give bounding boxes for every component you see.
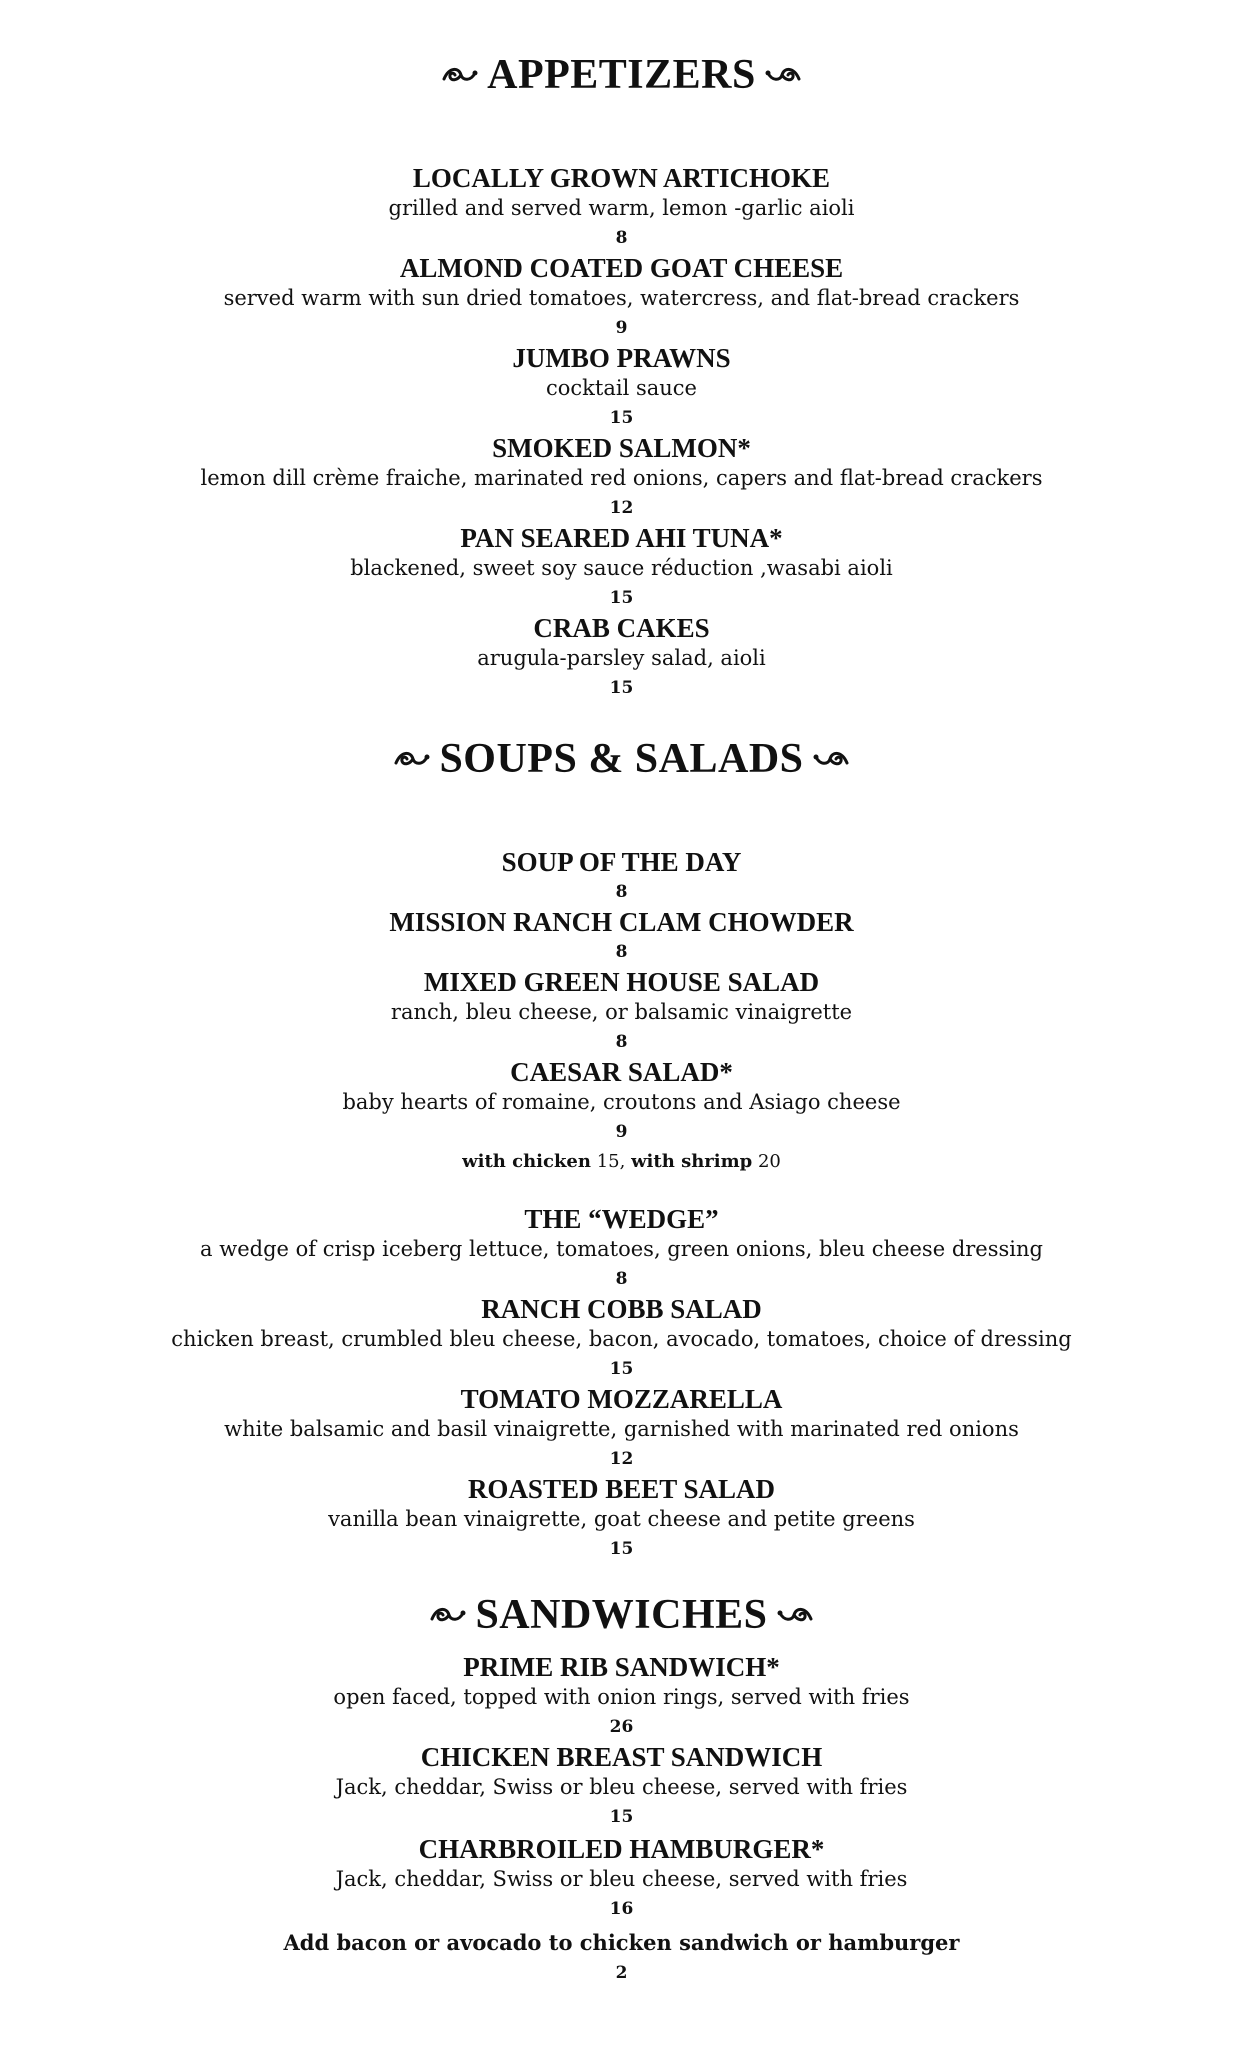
item-price: 8 [615,228,628,248]
menu-item [0,847,1243,907]
menu-item [0,1384,1243,1474]
item-description: a wedge of crisp iceberg lettuce, tomatoes, green onions, bleu cheese dressing [200,1237,1043,1261]
item-price: 15 [609,1807,634,1827]
fleuron-left-icon [429,1603,467,1627]
item-name: JUMBO PRAWNS [512,343,731,373]
menu-item [0,433,1243,523]
item-name: SMOKED SALMON* [492,433,751,463]
soups-salads-heading [0,732,1243,783]
item-description: Jack, cheddar, Swiss or bleu cheese, served with fries [335,1775,908,1799]
item-description: vanilla bean vinaigrette, goat cheese and petite greens [328,1507,915,1531]
item-description: chicken breast, crumbled bleu cheese, bacon, avocado, tomatoes, choice of dressing [171,1327,1072,1351]
item-name: TOMATO MOZZARELLA [460,1384,783,1414]
menu-item [0,1652,1243,1742]
add-on-note: Add bacon or avocado to chicken sandwich or hamburger [283,1930,960,1955]
add-on-price: 15 [596,1151,620,1172]
item-description: arugula-parsley salad, aioli [477,646,766,670]
item-description: blackened, sweet soy sauce réduction ,wasabi aioli [350,556,893,580]
item-description: Jack, cheddar, Swiss or bleu cheese, served with fries [335,1867,908,1891]
fleuron-right-icon [776,1603,814,1627]
item-name: RANCH COBB SALAD [481,1294,762,1324]
add-on-label: with chicken [462,1151,591,1172]
item-price: 16 [609,1899,634,1919]
item-name: CRAB CAKES [533,613,710,643]
item-price: 15 [609,1359,634,1379]
sandwiches-heading [0,1588,1243,1639]
item-price: 8 [615,1269,628,1289]
item-description: baby hearts of romaine, croutons and Asiago cheese [342,1090,901,1114]
item-name: ROASTED BEET SALAD [467,1474,776,1504]
menu-item [0,253,1243,343]
item-description: ranch, bleu cheese, or balsamic vinaigrette [390,1000,853,1024]
menu-item [0,1057,1243,1177]
add-on-price: 20 [757,1151,781,1172]
item-name: PRIME RIB SANDWICH* [463,1652,780,1682]
menu-item [0,163,1243,253]
fleuron-left-icon [441,63,479,87]
item-name: CAESAR SALAD* [510,1057,733,1087]
menu-item [0,1294,1243,1384]
item-description: white balsamic and basil vinaigrette, garnished with marinated red onions [224,1417,1019,1441]
add-on-label: with shrimp [631,1151,753,1172]
add-on-note-price: 2 [615,1963,628,1983]
item-name: MISSION RANCH CLAM CHOWDER [389,907,854,937]
menu-item [0,343,1243,433]
item-name: SOUP OF THE DAY [501,847,742,877]
item-price: 12 [609,498,634,518]
appetizers-heading [0,48,1243,99]
item-price: 8 [615,1032,628,1052]
menu-item [0,907,1243,967]
item-description: lemon dill crème fraiche, marinated red onions, capers and flat-bread crackers [200,466,1043,490]
menu-item [0,1742,1243,1832]
fleuron-right-icon [764,63,802,87]
item-price: 8 [615,882,628,902]
item-description: grilled and served warm, lemon -garlic aioli [388,196,855,220]
item-price: 8 [615,942,628,962]
item-name: CHICKEN BREAST SANDWICH [420,1742,823,1772]
item-name: LOCALLY GROWN ARTICHOKE [412,163,831,193]
add-on-separator: , [619,1151,632,1172]
item-name: THE “WEDGE” [524,1204,719,1234]
item-name: ALMOND COATED GOAT CHEESE [399,253,844,283]
menu-item [0,1834,1243,1924]
item-name: MIXED GREEN HOUSE SALAD [423,967,820,997]
soups-salads-title: SOUPS & SALADS [439,736,804,783]
item-description: open faced, topped with onion rings, served with fries [333,1685,910,1709]
item-price: 12 [609,1449,634,1469]
menu-item [0,523,1243,613]
item-price: 9 [615,1122,628,1142]
fleuron-right-icon [812,747,850,771]
fleuron-left-icon [393,747,431,771]
menu-item [0,1474,1243,1564]
item-description: cocktail sauce [546,376,697,400]
menu-item [0,613,1243,703]
item-price: 9 [615,318,628,338]
item-name: PAN SEARED AHI TUNA* [460,523,783,553]
menu-item [0,967,1243,1057]
sandwiches-title: SANDWICHES [475,1592,768,1639]
menu-item [0,1204,1243,1294]
item-name: CHARBROILED HAMBURGER* [418,1834,825,1864]
item-price: 26 [609,1717,634,1737]
item-description: served warm with sun dried tomatoes, watercress, and flat-bread crackers [223,286,1020,310]
appetizers-title: APPETIZERS [487,52,756,99]
item-price: 15 [609,408,634,428]
item-price: 15 [609,678,634,698]
item-add-ons [0,1147,1243,1177]
item-price: 15 [609,588,634,608]
item-price: 15 [609,1539,634,1559]
